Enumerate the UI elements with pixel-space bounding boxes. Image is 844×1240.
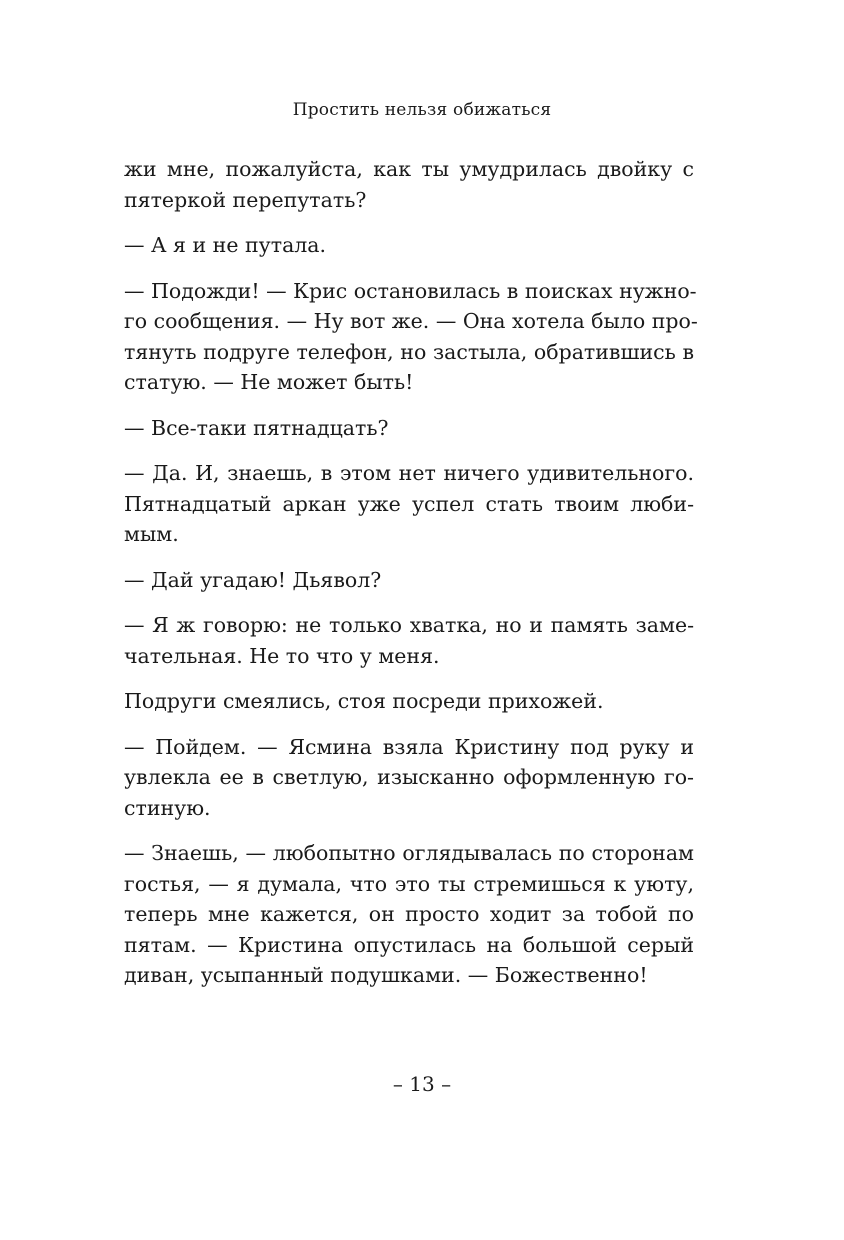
text-line: статую. — Не может быть! [124, 370, 414, 394]
text-line: — Пойдем. — Ясмина взяла Кристину под руку и [124, 734, 694, 759]
paragraph [124, 610, 694, 671]
paragraph [124, 732, 694, 824]
paragraph-gap [124, 671, 694, 686]
paragraph [124, 154, 694, 215]
text-line: — Подожди! — Крис остановилась в поисках нужно- [124, 278, 697, 303]
text-line: чательная. Не то что у меня. [124, 643, 440, 668]
text-line: гостья, — я думала, что это ты стремишься к уюту, [124, 871, 694, 896]
paragraph [124, 686, 694, 717]
text-line: диван, усыпанный подушками. — Божественно! [124, 963, 648, 987]
page-number: – 13 – [392, 1072, 452, 1096]
text-line: — Дай угадаю! Дьявол? [124, 567, 382, 592]
paragraph [124, 458, 694, 550]
paragraph-gap [124, 261, 694, 276]
text-line: го сообщения. — Ну вот же. — Она хотела было про- [124, 309, 698, 333]
paragraph [124, 230, 694, 261]
paragraph-gap [124, 550, 694, 565]
text-line: — Я ж говорю: не только хватка, но и память заме- [124, 613, 694, 637]
paragraph-gap [124, 595, 694, 610]
text-line: увлекла ее в светлую, изысканно оформленную го- [124, 765, 694, 789]
text-line: теперь мне кажется, он просто ходит за тобой по [124, 902, 694, 926]
paragraph-gap [124, 717, 694, 732]
text-line: — Все-таки пятнадцать? [124, 415, 389, 440]
text-line: пятеркой перепутать? [124, 187, 367, 212]
text-line: мым. [124, 522, 179, 546]
text-line: — Да. И, знаешь, в этом нет ничего удивительного. [124, 461, 694, 485]
paragraph-gap [124, 398, 694, 413]
text-line: — Знаешь, — любопытно оглядывалась по сторонам [124, 841, 694, 865]
paragraph [124, 276, 698, 398]
paragraph-gap [124, 215, 694, 230]
body-text [124, 154, 698, 991]
text-line: жи мне, пожалуйста, как ты умудрилась двойку с [124, 157, 694, 181]
text-line: Пятнадцатый аркан уже успел стать твоим люби- [124, 491, 694, 516]
text-line: пятам. — Кристина опустилась на большой серый [124, 932, 694, 957]
text-line: Подруги смеялись, стоя посреди прихожей. [124, 689, 604, 713]
text-line: — А я и не путала. [124, 233, 327, 257]
paragraph [124, 838, 694, 991]
text-line: тянуть подруге телефон, но застыла, обратившись в [124, 339, 694, 364]
paragraph-gap [124, 443, 694, 458]
paragraph [124, 565, 694, 596]
paragraph [124, 413, 694, 444]
running-head: Простить нельзя обижаться [292, 100, 552, 120]
text-line: стиную. [124, 795, 211, 820]
paragraph-gap [124, 823, 694, 838]
